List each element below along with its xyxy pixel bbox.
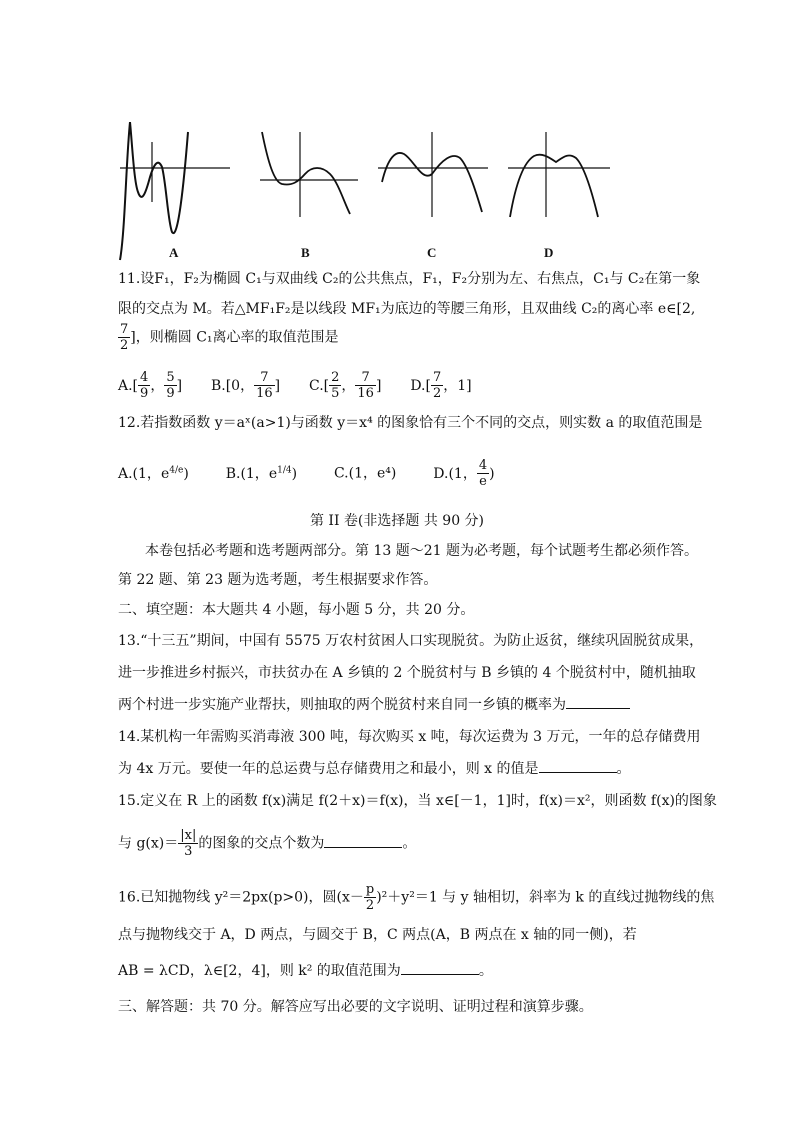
q16-line1: 16.已知抛物线 y²＝2px(p>0)，圆(x－ $\frac{p}{2}$ )²＋y²＝1 与 y 轴相切，斜率为 k 的直线过抛物线的焦 [118, 882, 715, 913]
q11-line1: 11.设F₁，F₂为椭圆 C₁与双曲线 C₂的公共焦点，F₁，F₂分别为左、右焦点，C₁与 C₂在第一象 [118, 271, 701, 287]
q13-line2: 进一步推进乡村振兴，市扶贫办在 A 乡镇的 2 个脱贫村与 B 乡镇的 4 个脱贫村中，随机抽取 [118, 665, 696, 681]
graph-caption-c: C [427, 245, 437, 260]
graph-c [378, 132, 488, 217]
q16-line3: AB = λCD，λ∈[2，4]，则 k² 的取值范围为 。 [118, 963, 493, 979]
q13-answer-blank[interactable] [566, 708, 630, 709]
q11-line3: $\frac{7}{2}$ ]，则椭圆 C₁离心率的取值范围是 [120, 322, 339, 353]
fill-in-header: 二、填空题：本大题共 4 小题，每小题 5 分，共 20 分。 [118, 602, 475, 618]
graph-caption-a: A [169, 245, 179, 260]
q15-answer-blank[interactable] [324, 847, 402, 848]
q14-line1: 14.某机构一年需购买消毒液 300 吨，每次购买 x 吨，每次运费为 3 万元，一年的总存储费用 [118, 729, 701, 745]
section3-header: 三、解答题：共 70 分。解答应写出必要的文字说明、证明过程和演算步骤。 [118, 999, 593, 1015]
q11-option-c: C.[ $\frac{2}{5}$ ， $\frac{7}{16}$ ] [309, 370, 382, 401]
section2-intro-line1: 本卷包括必考题和选考题两部分。第 13 题～21 题为必考题，每个试题考生都必须作答。 [145, 543, 698, 559]
q16-fraction: $\frac{p}{2}$ [365, 882, 375, 913]
q12-option-d: D.(1， $\frac{4}{e}$ ) [433, 458, 495, 489]
graph-d [508, 132, 610, 217]
q12-stem: 12.若指数函数 y＝aˣ(a>1)与函数 y＝x⁴ 的图象恰有三个不同的交点，则实数 a 的取值范围是 [118, 415, 703, 431]
q12-option-b: B.(1，$e^{1/4}$) [225, 464, 298, 482]
q13-line3: 两个村进一步实施产业帮扶，则抽取的两个脱贫村来自同一乡镇的概率为 [118, 696, 630, 714]
section2-intro-line2: 第 22 题、第 23 题为选考题，考生根据要求作答。 [118, 572, 438, 588]
q12-options [118, 458, 495, 489]
q11-option-b: B.[0， $\frac{7}{16}$ ] [210, 370, 281, 401]
q11-option-d: D.[ $\frac{7}{2}$ ，1] [410, 370, 472, 401]
q13-line1: 13.“十三五”期间，中国有 5575 万农村贫困人口实现脱贫。为防止返贫，继续巩固脱贫成果， [118, 633, 704, 649]
q15-line2: 与 g(x)＝ $\frac{|x|}{3}$ 的图象的交点个数为 。 [118, 828, 417, 859]
q11-line2: 限的交点为 M。若△MF₁F₂是以线段 MF₁为底边的等腰三角形，且双曲线 C₂的离心率 e∈[2, [118, 301, 696, 317]
q14-line2: 为 4x 万元。要使一年的总运费与总存储费用之和最小，则 x 的值是 。 [118, 761, 631, 777]
graph-caption-b: B [301, 245, 310, 260]
q12-option-a: A.(1，$e^{4/e}$) [118, 464, 189, 482]
graph-a [120, 122, 230, 260]
q11-fraction: $\frac{7}{2}$ [120, 322, 129, 353]
q15-line1: 15.定义在 R 上的函数 f(x)满足 f(2＋x)＝f(x)，当 x∈[－1，1]时，f(x)＝x²，则函数 f(x)的图象 [118, 793, 717, 809]
q16-answer-blank[interactable] [401, 974, 479, 975]
graph-b [260, 132, 358, 217]
function-graphs [110, 122, 630, 262]
section2-title: 第 II 卷(非选择题 共 90 分) [309, 513, 485, 529]
q12-option-c: C.(1，e⁴) [333, 465, 397, 482]
q11-options [118, 370, 472, 401]
graph-caption-d: D [544, 245, 554, 260]
q15-fraction: $\frac{|x|}{3}$ [180, 828, 197, 859]
q14-answer-blank[interactable] [539, 772, 617, 773]
q11-option-a: A.[ $\frac{4}{9}$ ， $\frac{5}{9}$ ] [118, 370, 183, 401]
q16-line2: 点与抛物线交于 A，D 两点，与圆交于 B，C 两点(A，B 两点在 x 轴的同一侧)，若 [118, 927, 637, 943]
